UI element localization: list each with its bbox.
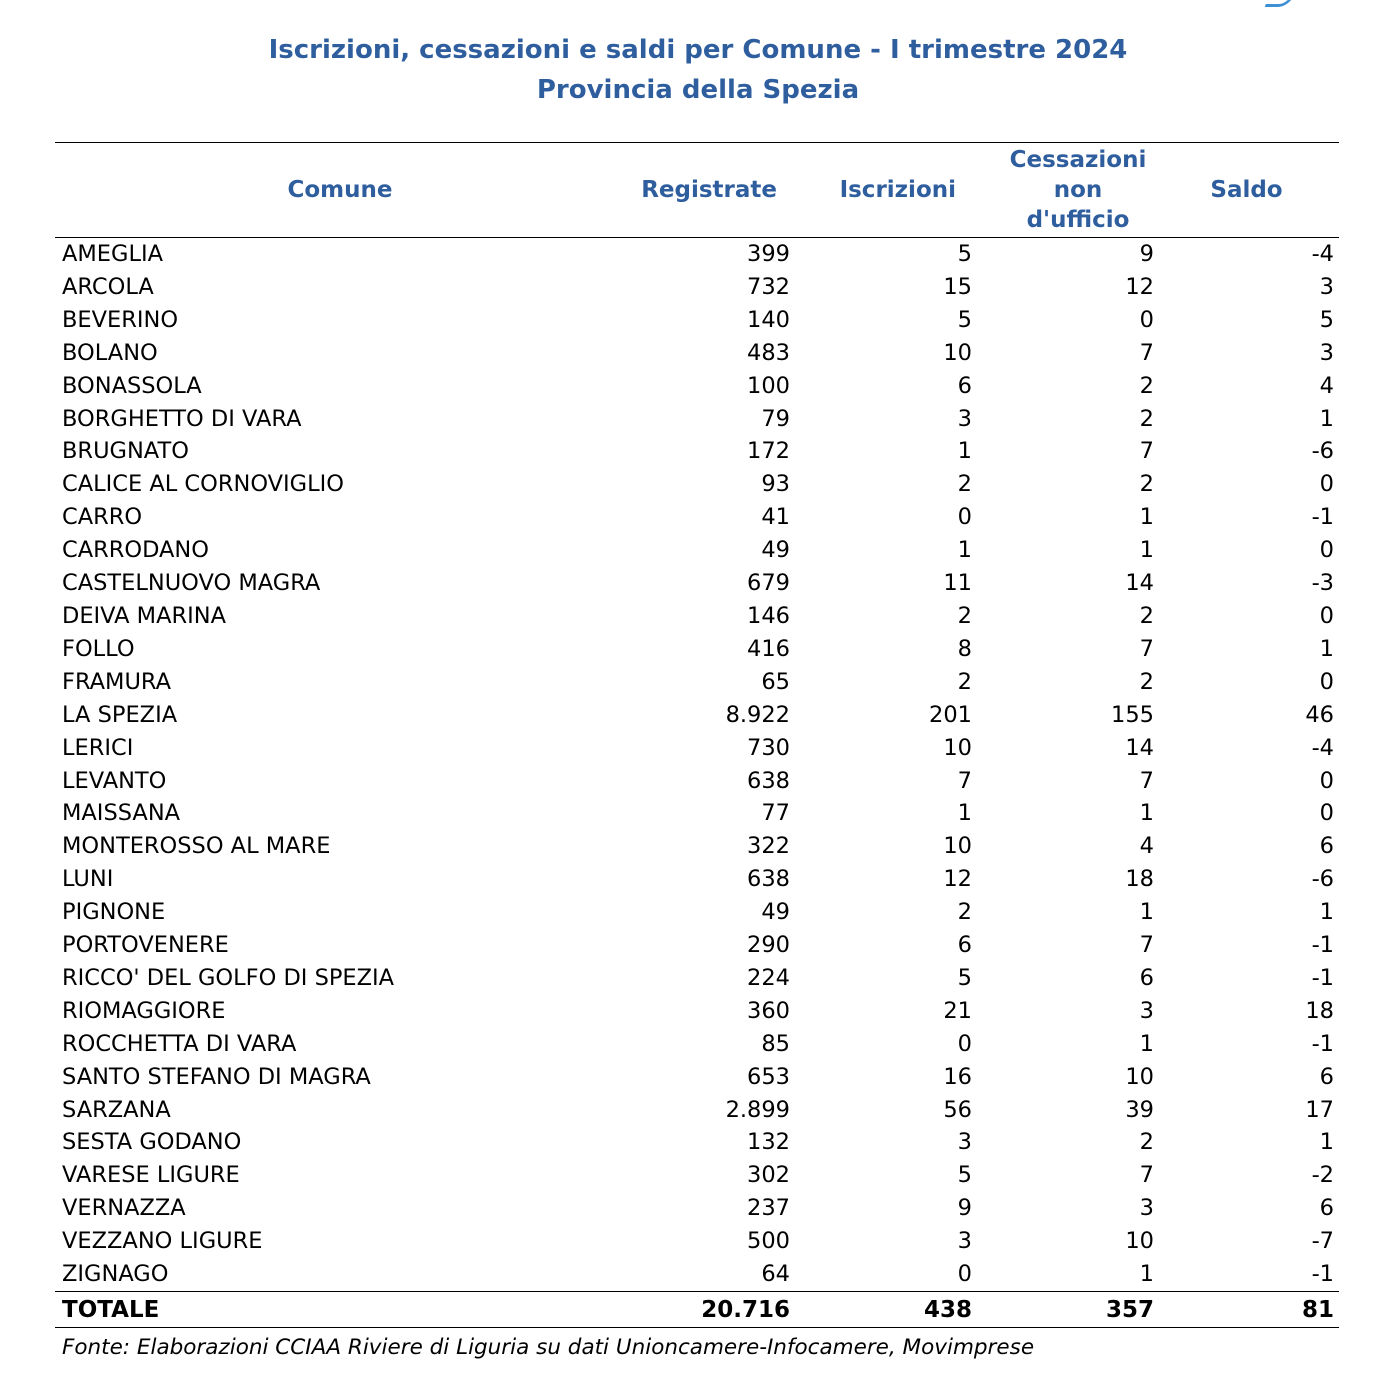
cell-iscrizioni: 56: [943, 1096, 972, 1123]
cell-iscrizioni: 5: [957, 241, 972, 267]
table-row: [55, 765, 1339, 798]
cell-saldo: 0: [1319, 668, 1334, 695]
cell-cessazioni: 2: [1139, 405, 1154, 432]
column-header-cessazioni-line1: Cessazioni: [1009, 147, 1147, 173]
table-row: [55, 1061, 1339, 1094]
cell-iscrizioni: 1: [957, 537, 972, 564]
cell-iscrizioni: 5: [957, 964, 972, 991]
cell-iscrizioni: 12: [943, 866, 972, 893]
cell-iscrizioni: 1: [957, 438, 972, 465]
cell-registrate: 77: [761, 800, 790, 827]
cell-comune: SANTO STEFANO DI MAGRA: [62, 1063, 371, 1090]
cell-comune: ZIGNAGO: [62, 1261, 169, 1288]
cell-saldo: 0: [1319, 767, 1334, 794]
cell-saldo: 6: [1319, 833, 1334, 860]
cell-comune: RICCO' DEL GOLFO DI SPEZIA: [62, 964, 395, 991]
cell-cessazioni: 1: [1139, 504, 1154, 531]
total-saldo: 81: [1154, 1292, 1339, 1328]
column-header-cessazioni-line2: non: [1053, 177, 1103, 203]
table-row: [55, 501, 1339, 534]
cell-iscrizioni: 0: [957, 1030, 972, 1057]
cell-comune: CARRODANO: [62, 537, 209, 564]
table-row: [55, 468, 1339, 501]
cell-cessazioni: 2: [1139, 471, 1154, 498]
total-registrate: 20.716: [625, 1292, 790, 1328]
cell-saldo: -1: [1311, 932, 1334, 959]
cell-comune: SARZANA: [62, 1096, 171, 1123]
data-table: [55, 142, 1339, 1328]
cell-registrate: 483: [747, 339, 790, 366]
cell-registrate: 2.899: [725, 1096, 790, 1123]
cell-cessazioni: 10: [1125, 1063, 1154, 1090]
cell-saldo: -4: [1311, 734, 1334, 761]
table-row: [55, 1126, 1339, 1159]
cell-comune: LERICI: [62, 734, 134, 761]
cell-cessazioni: 0: [1139, 306, 1154, 333]
cell-registrate: 79: [761, 405, 790, 432]
table-row: [55, 995, 1339, 1028]
cell-iscrizioni: 0: [957, 1261, 972, 1288]
cell-saldo: 4: [1319, 372, 1334, 399]
cell-saldo: 1: [1319, 405, 1334, 432]
cell-iscrizioni: 1: [957, 800, 972, 827]
cell-saldo: 0: [1319, 800, 1334, 827]
cell-registrate: 8.922: [725, 701, 790, 728]
table-row: [55, 633, 1339, 666]
cell-comune: MAISSANA: [62, 800, 181, 827]
cell-saldo: 46: [1305, 701, 1334, 728]
cell-registrate: 132: [747, 1129, 790, 1156]
cell-registrate: 322: [747, 833, 790, 860]
cell-cessazioni: 7: [1139, 1162, 1154, 1189]
cell-comune: LEVANTO: [62, 767, 167, 794]
logo-fragment: [1265, 0, 1295, 7]
total-cessazioni: 357: [972, 1292, 1154, 1328]
cell-cessazioni: 1: [1139, 899, 1154, 926]
table-row: [55, 271, 1339, 304]
table-row: [55, 403, 1339, 436]
cell-registrate: 638: [747, 767, 790, 794]
table-row: [55, 337, 1339, 370]
cell-cessazioni: 155: [1111, 701, 1154, 728]
table-row: [55, 1192, 1339, 1225]
table-row: [55, 435, 1339, 468]
cell-comune: FOLLO: [62, 635, 135, 662]
cell-registrate: 140: [747, 306, 790, 333]
cell-cessazioni: 2: [1139, 668, 1154, 695]
total-label: TOTALE: [55, 1292, 625, 1328]
cell-saldo: -7: [1311, 1228, 1334, 1255]
cell-iscrizioni: 3: [957, 1129, 972, 1156]
table-body: [55, 238, 1339, 1292]
cell-iscrizioni: 21: [943, 997, 972, 1024]
cell-iscrizioni: 6: [957, 372, 972, 399]
cell-registrate: 360: [747, 997, 790, 1024]
cell-comune: BORGHETTO DI VARA: [62, 405, 302, 432]
cell-iscrizioni: 11: [943, 570, 972, 597]
cell-iscrizioni: 16: [943, 1063, 972, 1090]
cell-cessazioni: 3: [1139, 1195, 1154, 1222]
cell-registrate: 290: [747, 932, 790, 959]
cell-comune: VARESE LIGURE: [62, 1162, 240, 1189]
cell-iscrizioni: 201: [929, 701, 972, 728]
cell-registrate: 679: [747, 570, 790, 597]
cell-iscrizioni: 3: [957, 1228, 972, 1255]
cell-comune: CALICE AL CORNOVIGLIO: [62, 471, 344, 498]
source-note: Fonte: Elaborazioni CCIAA Riviere di Liguria su dati Unioncamere-Infocamere, Movimprese: [62, 1335, 1035, 1360]
cell-iscrizioni: 2: [957, 668, 972, 695]
column-header-iscrizioni: Iscrizioni: [790, 143, 972, 238]
column-header-saldo: Saldo: [1154, 143, 1339, 238]
cell-registrate: 64: [761, 1261, 790, 1288]
cell-cessazioni: 18: [1125, 866, 1154, 893]
cell-saldo: 18: [1305, 997, 1334, 1024]
page-subtitle: Provincia della Spezia: [536, 75, 860, 105]
cell-iscrizioni: 10: [943, 734, 972, 761]
cell-comune: AMEGLIA: [62, 241, 164, 267]
table-row: [55, 370, 1339, 403]
cell-saldo: -1: [1311, 1030, 1334, 1057]
header-row: [55, 143, 1339, 238]
table-row: [55, 929, 1339, 962]
cell-saldo: 6: [1319, 1063, 1334, 1090]
cell-comune: BEVERINO: [62, 306, 179, 333]
cell-iscrizioni: 0: [957, 504, 972, 531]
cell-saldo: -4: [1311, 241, 1334, 267]
table-row: [55, 863, 1339, 896]
cell-cessazioni: 14: [1125, 570, 1154, 597]
table-row: [55, 732, 1339, 765]
cell-cessazioni: 14: [1125, 734, 1154, 761]
cell-saldo: 1: [1319, 899, 1334, 926]
cell-iscrizioni: 2: [957, 471, 972, 498]
cell-cessazioni: 1: [1139, 800, 1154, 827]
cell-saldo: -6: [1311, 866, 1334, 893]
cell-registrate: 399: [747, 241, 790, 267]
cell-registrate: 172: [747, 438, 790, 465]
cell-saldo: -1: [1311, 1261, 1334, 1288]
table-row: [55, 1258, 1339, 1291]
cell-iscrizioni: 7: [957, 767, 972, 794]
cell-iscrizioni: 2: [957, 602, 972, 629]
column-header-comune: Comune: [55, 143, 625, 238]
page-title: Iscrizioni, cessazioni e saldi per Comune - I trimestre 2024: [268, 35, 1128, 65]
cell-cessazioni: 7: [1139, 767, 1154, 794]
cell-comune: SESTA GODANO: [62, 1129, 242, 1156]
cell-comune: ROCCHETTA DI VARA: [62, 1030, 297, 1057]
cell-cessazioni: 6: [1139, 964, 1154, 991]
cell-cessazioni: 9: [1139, 241, 1154, 267]
cell-cessazioni: 3: [1139, 997, 1154, 1024]
table-row: [55, 699, 1339, 732]
cell-saldo: -2: [1311, 1162, 1334, 1189]
cell-comune: VEZZANO LIGURE: [62, 1228, 263, 1255]
cell-cessazioni: 12: [1125, 273, 1154, 300]
cell-iscrizioni: 10: [943, 339, 972, 366]
table-row: [55, 1225, 1339, 1258]
table-row: [55, 830, 1339, 863]
table-row: [55, 1094, 1339, 1127]
column-header-registrate: Registrate: [625, 143, 790, 238]
cell-saldo: 5: [1319, 306, 1334, 333]
cell-comune: VERNAZZA: [62, 1195, 186, 1222]
cell-comune: MONTEROSSO AL MARE: [62, 833, 331, 860]
column-header-cessazioni: [972, 143, 1154, 238]
cell-cessazioni: 39: [1125, 1096, 1154, 1123]
cell-cessazioni: 7: [1139, 339, 1154, 366]
cell-saldo: 3: [1319, 273, 1334, 300]
cell-registrate: 224: [747, 964, 790, 991]
cell-comune: BRUGNATO: [62, 438, 189, 465]
cell-cessazioni: 2: [1139, 1129, 1154, 1156]
cell-saldo: -1: [1311, 964, 1334, 991]
cell-registrate: 500: [747, 1228, 790, 1255]
cell-saldo: 1: [1319, 635, 1334, 662]
cell-cessazioni: 7: [1139, 635, 1154, 662]
cell-registrate: 416: [747, 635, 790, 662]
table-row: [55, 797, 1339, 830]
cell-registrate: 65: [761, 668, 790, 695]
cell-comune: PORTOVENERE: [62, 932, 229, 959]
cell-comune: PIGNONE: [62, 899, 166, 926]
cell-iscrizioni: 5: [957, 1162, 972, 1189]
cell-registrate: 49: [761, 537, 790, 564]
cell-iscrizioni: 5: [957, 306, 972, 333]
cell-saldo: -6: [1311, 438, 1334, 465]
cell-cessazioni: 2: [1139, 602, 1154, 629]
cell-cessazioni: 4: [1139, 833, 1154, 860]
cell-iscrizioni: 2: [957, 899, 972, 926]
table-row: [55, 1159, 1339, 1192]
cell-registrate: 85: [761, 1030, 790, 1057]
cell-registrate: 93: [761, 471, 790, 498]
cell-comune: CASTELNUOVO MAGRA: [62, 570, 321, 597]
cell-registrate: 653: [747, 1063, 790, 1090]
cell-iscrizioni: 8: [957, 635, 972, 662]
table-row: [55, 567, 1339, 600]
cell-cessazioni: 10: [1125, 1228, 1154, 1255]
cell-saldo: 0: [1319, 537, 1334, 564]
cell-saldo: -3: [1311, 570, 1334, 597]
cell-cessazioni: 1: [1139, 1030, 1154, 1057]
cell-saldo: 0: [1319, 602, 1334, 629]
total-row: [55, 1292, 1339, 1328]
cell-comune: RIOMAGGIORE: [62, 997, 226, 1024]
cell-comune: DEIVA MARINA: [62, 602, 226, 629]
table-row: [55, 962, 1339, 995]
table-row: [55, 1028, 1339, 1061]
cell-comune: LA SPEZIA: [62, 701, 178, 728]
cell-cessazioni: 7: [1139, 438, 1154, 465]
cell-registrate: 732: [747, 273, 790, 300]
cell-saldo: -1: [1311, 504, 1334, 531]
table-row: [55, 600, 1339, 633]
cell-registrate: 41: [761, 504, 790, 531]
cell-saldo: 0: [1319, 471, 1334, 498]
cell-iscrizioni: 10: [943, 833, 972, 860]
cell-cessazioni: 1: [1139, 537, 1154, 564]
cell-comune: BONASSOLA: [62, 372, 202, 399]
cell-iscrizioni: 15: [943, 273, 972, 300]
table-row: [55, 304, 1339, 337]
cell-cessazioni: 7: [1139, 932, 1154, 959]
total-iscrizioni: 438: [790, 1292, 972, 1328]
cell-saldo: 3: [1319, 339, 1334, 366]
cell-comune: LUNI: [62, 866, 114, 893]
cell-saldo: 6: [1319, 1195, 1334, 1222]
table-row: [55, 534, 1339, 567]
cell-cessazioni: 1: [1139, 1261, 1154, 1288]
cell-registrate: 237: [747, 1195, 790, 1222]
cell-iscrizioni: 3: [957, 405, 972, 432]
cell-saldo: 1: [1319, 1129, 1334, 1156]
cell-saldo: 17: [1305, 1096, 1334, 1123]
cell-cessazioni: 2: [1139, 372, 1154, 399]
cell-registrate: 100: [747, 372, 790, 399]
column-header-cessazioni-line3: d'ufficio: [1026, 207, 1130, 233]
cell-registrate: 49: [761, 899, 790, 926]
table-row: [55, 666, 1339, 699]
cell-comune: ARCOLA: [62, 273, 154, 300]
table-row: [55, 238, 1339, 271]
cell-comune: CARRO: [62, 504, 143, 531]
cell-comune: BOLANO: [62, 339, 158, 366]
cell-comune: FRAMURA: [62, 668, 172, 695]
cell-registrate: 146: [747, 602, 790, 629]
cell-iscrizioni: 9: [957, 1195, 972, 1222]
cell-registrate: 638: [747, 866, 790, 893]
cell-registrate: 302: [747, 1162, 790, 1189]
cell-registrate: 730: [747, 734, 790, 761]
cell-iscrizioni: 6: [957, 932, 972, 959]
table-row: [55, 896, 1339, 929]
